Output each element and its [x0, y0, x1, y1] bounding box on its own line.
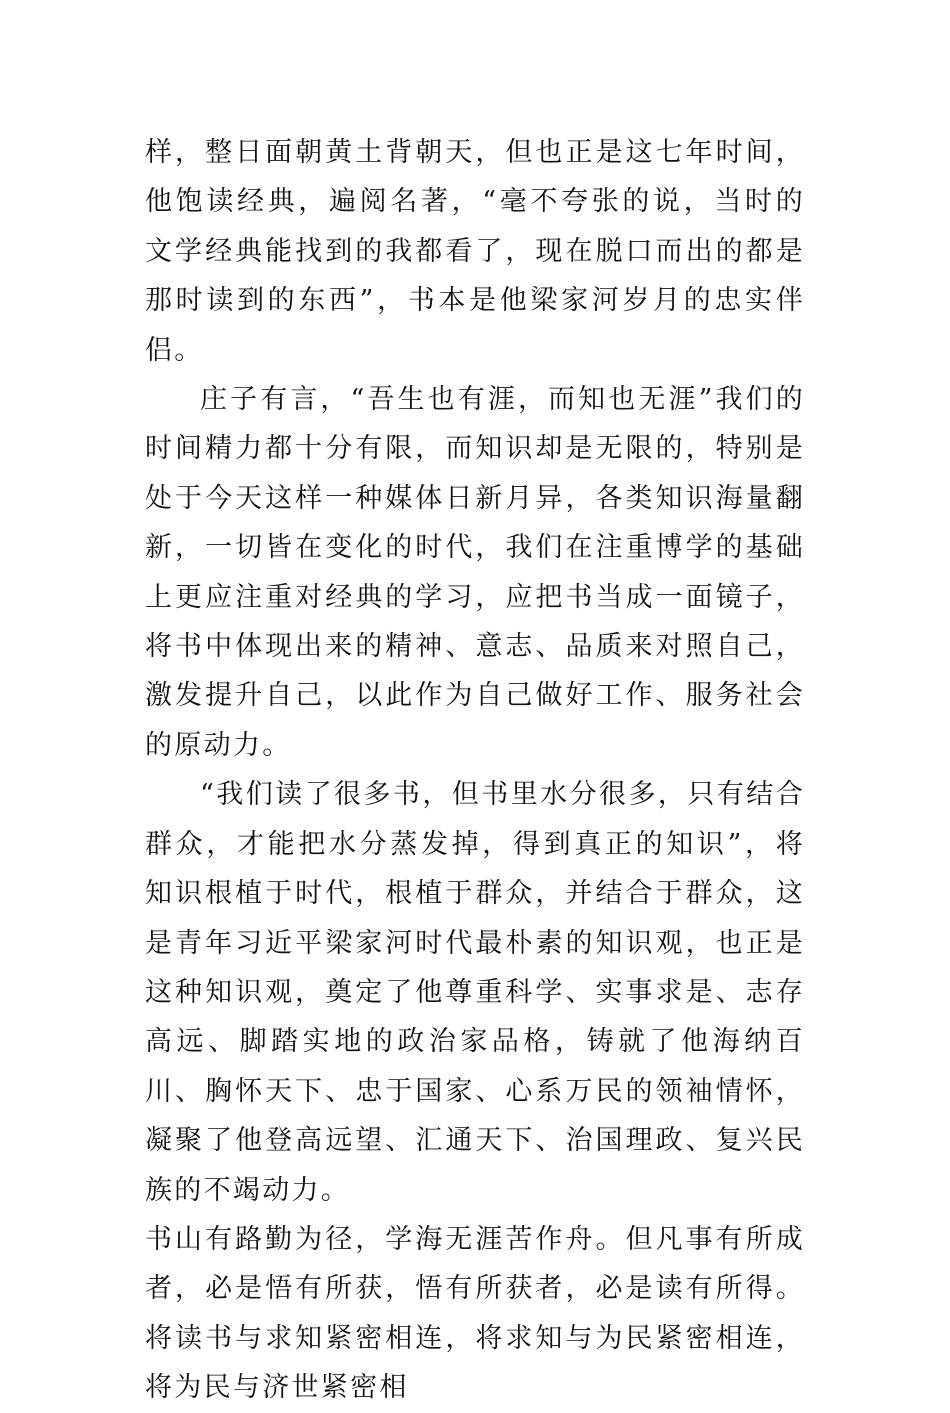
body-text: [145, 128, 805, 1413]
paragraph-4: 书山有路勤为径，学海无涯苦作舟。但凡事有所成者，必是悟有所获，悟有所获者，必是读有所得。将读书与求知紧密相连，将求知与为民紧密相连，将为民与济世紧密相: [145, 1223, 805, 1404]
paragraph-1: 样，整日面朝黄土背朝天，但也正是这七年时间，他饱读经典，遍阅名著，“毫不夸张的说，当时的文学经典能找到的我都看了，现在脱口而出的都是那时读到的东西”，书本是他梁家河岁月的忠实伴侣。: [145, 137, 805, 366]
paragraph-3: “我们读了很多书，但书里水分很多，只有结合群众，才能把水分蒸发掉，得到真正的知识”，将知识根植于时代，根植于群众，并结合于群众，这是青年习近平梁家河时代最朴素的知识观，也正是这种知识观，奠定了他尊重科学、实事求是、志存高远、脚踏实地的政治家品格，铸就了他海纳百川、胸怀天下、忠于国家、心系万民的领袖情怀，凝聚了他登高远望、汇通天下、治国理政、复兴民族的不竭动力。: [145, 779, 805, 1206]
paragraph-2: 庄子有言，“吾生也有涯，而知也无涯”我们的时间精力都十分有限，而知识却是无限的，特别是处于今天这样一种媒体日新月异，各类知识海量翻新，一切皆在变化的时代，我们在注重博学的基础上更应注重对经典的学习，应把书当成一面镜子，将书中体现出来的精神、意志、品质来对照自己，激发提升自己，以此作为自己做好工作、服务社会的原动力。: [145, 384, 805, 761]
